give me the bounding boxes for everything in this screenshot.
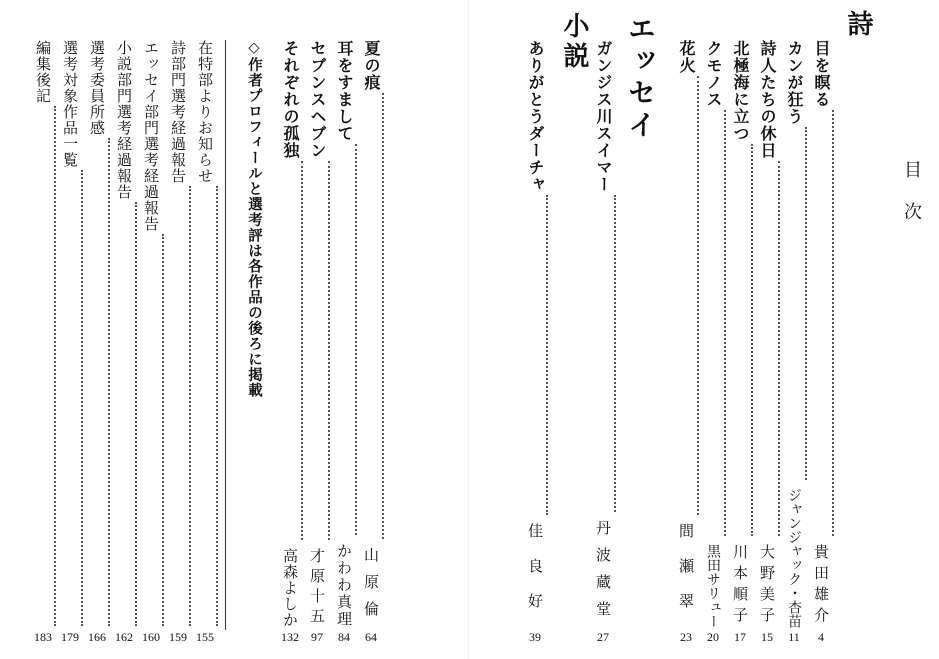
leader-dots bbox=[697, 76, 699, 515]
entry-title: 小説部門選考経過報告 bbox=[115, 40, 133, 200]
entry-page: 20 bbox=[707, 630, 719, 644]
leader-dots bbox=[108, 138, 110, 626]
entry-title: カンが狂う bbox=[785, 40, 804, 125]
entry-page: 159 bbox=[169, 630, 187, 644]
page-gutter bbox=[468, 0, 469, 659]
entry-page: 4 bbox=[818, 630, 824, 644]
entry-title: 選考対象作品一覧 bbox=[61, 40, 79, 168]
entry-title: 詩人たちの休日 bbox=[758, 40, 777, 159]
entry-title: 夏の痕 bbox=[362, 40, 381, 91]
entry-page: 160 bbox=[142, 630, 160, 644]
entry-page: 39 bbox=[529, 630, 541, 644]
section-heading-poetry: 詩 bbox=[843, 10, 873, 40]
entry-author: 佳良好 bbox=[526, 523, 544, 628]
entry-title: セブンスヘブン bbox=[308, 40, 327, 159]
entry-title: 目を瞑る bbox=[812, 40, 831, 108]
toc-entry[interactable] bbox=[522, 40, 548, 645]
entry-author: 川本順子 bbox=[731, 544, 749, 628]
entry-page: 27 bbox=[597, 630, 609, 644]
toc-entry[interactable] bbox=[590, 40, 616, 645]
entry-title: ありがとうダーチャ bbox=[526, 40, 545, 193]
entry-page: 155 bbox=[196, 630, 214, 644]
toc-entry[interactable] bbox=[781, 40, 807, 645]
entry-title: エッセイ部門選考経過報告 bbox=[142, 40, 160, 232]
entry-author: 山原倫 bbox=[362, 547, 380, 628]
leader-dots bbox=[135, 202, 137, 626]
toc-entry[interactable] bbox=[754, 40, 780, 645]
toc-entry[interactable] bbox=[673, 40, 699, 645]
entry-title: 選考委員所感 bbox=[88, 40, 106, 136]
entry-author: 丹波蔵堂 bbox=[594, 520, 612, 628]
entry-page: 166 bbox=[88, 630, 106, 644]
entry-title: 北極海に立つ bbox=[731, 40, 750, 142]
leader-dots bbox=[614, 195, 616, 512]
entry-page: 23 bbox=[680, 630, 692, 644]
divider-line bbox=[225, 40, 226, 630]
entry-page: 132 bbox=[281, 630, 299, 644]
entry-page: 17 bbox=[734, 630, 746, 644]
entry-author: 大野美子 bbox=[758, 544, 776, 628]
entry-page: 15 bbox=[761, 630, 773, 644]
leader-dots bbox=[301, 161, 303, 540]
leader-dots bbox=[778, 161, 780, 536]
toc-entry[interactable] bbox=[808, 40, 834, 645]
toc-entry[interactable] bbox=[277, 40, 303, 645]
profile-note: ◇作者プロフィールと選考評は各作品の後ろに掲載 bbox=[246, 40, 262, 398]
leader-dots bbox=[355, 144, 357, 535]
section-heading-novel: 小説 bbox=[559, 12, 589, 72]
leader-dots bbox=[328, 161, 330, 540]
leader-dots bbox=[805, 127, 807, 480]
entry-page: 162 bbox=[115, 630, 133, 644]
toc-entry[interactable] bbox=[727, 40, 753, 645]
entry-author: ジャンジャック・杏苗 bbox=[786, 488, 802, 628]
entry-author: 貴田雄介 bbox=[812, 544, 830, 628]
entry-title: 編集後記 bbox=[34, 40, 52, 104]
leader-dots bbox=[162, 234, 164, 626]
leader-dots bbox=[189, 186, 191, 626]
entry-page: 183 bbox=[34, 630, 52, 644]
leader-dots bbox=[216, 186, 218, 626]
entry-title: それぞれの孤独 bbox=[281, 40, 300, 159]
entry-title: ガンジス川スイマー bbox=[594, 40, 613, 193]
entry-page: 84 bbox=[338, 630, 350, 644]
entry-page: 179 bbox=[61, 630, 79, 644]
toc-entry[interactable] bbox=[30, 40, 56, 645]
entry-author: 才原十五 bbox=[308, 548, 326, 628]
toc-entry[interactable] bbox=[138, 40, 164, 645]
entry-page: 11 bbox=[788, 630, 800, 644]
toc-entry[interactable] bbox=[331, 40, 357, 645]
leader-dots bbox=[54, 106, 56, 626]
toc-entry[interactable] bbox=[358, 40, 384, 645]
toc-entry[interactable] bbox=[84, 40, 110, 645]
leader-dots bbox=[832, 110, 834, 536]
toc-entry[interactable] bbox=[111, 40, 137, 645]
toc-entry[interactable] bbox=[57, 40, 83, 645]
entry-title: 詩部門選考経過報告 bbox=[169, 40, 187, 184]
toc-entry[interactable] bbox=[165, 40, 191, 645]
leader-dots bbox=[382, 93, 384, 539]
section-heading-essay: エッセイ bbox=[624, 14, 657, 142]
leader-dots bbox=[724, 110, 726, 536]
entry-title: クモノス bbox=[704, 40, 723, 108]
leader-dots bbox=[751, 144, 753, 536]
toc-entry[interactable] bbox=[304, 40, 330, 645]
toc-entry[interactable] bbox=[700, 40, 726, 645]
entry-author: 黒田サリュー bbox=[705, 544, 721, 628]
entry-page: 97 bbox=[311, 630, 323, 644]
toc-title: 目次 bbox=[901, 160, 922, 244]
toc-entry[interactable] bbox=[192, 40, 218, 645]
entry-author: かわわ真理 bbox=[335, 543, 353, 628]
entry-author: 高森よしか bbox=[281, 548, 299, 628]
leader-dots bbox=[546, 195, 548, 515]
entry-title: 在特部よりお知らせ bbox=[196, 40, 214, 184]
entry-title: 耳をすまして bbox=[335, 40, 354, 142]
leader-dots bbox=[81, 170, 83, 626]
entry-page: 64 bbox=[365, 630, 377, 644]
entry-title: 花火 bbox=[677, 40, 696, 74]
entry-author: 間瀬翠 bbox=[677, 523, 695, 628]
